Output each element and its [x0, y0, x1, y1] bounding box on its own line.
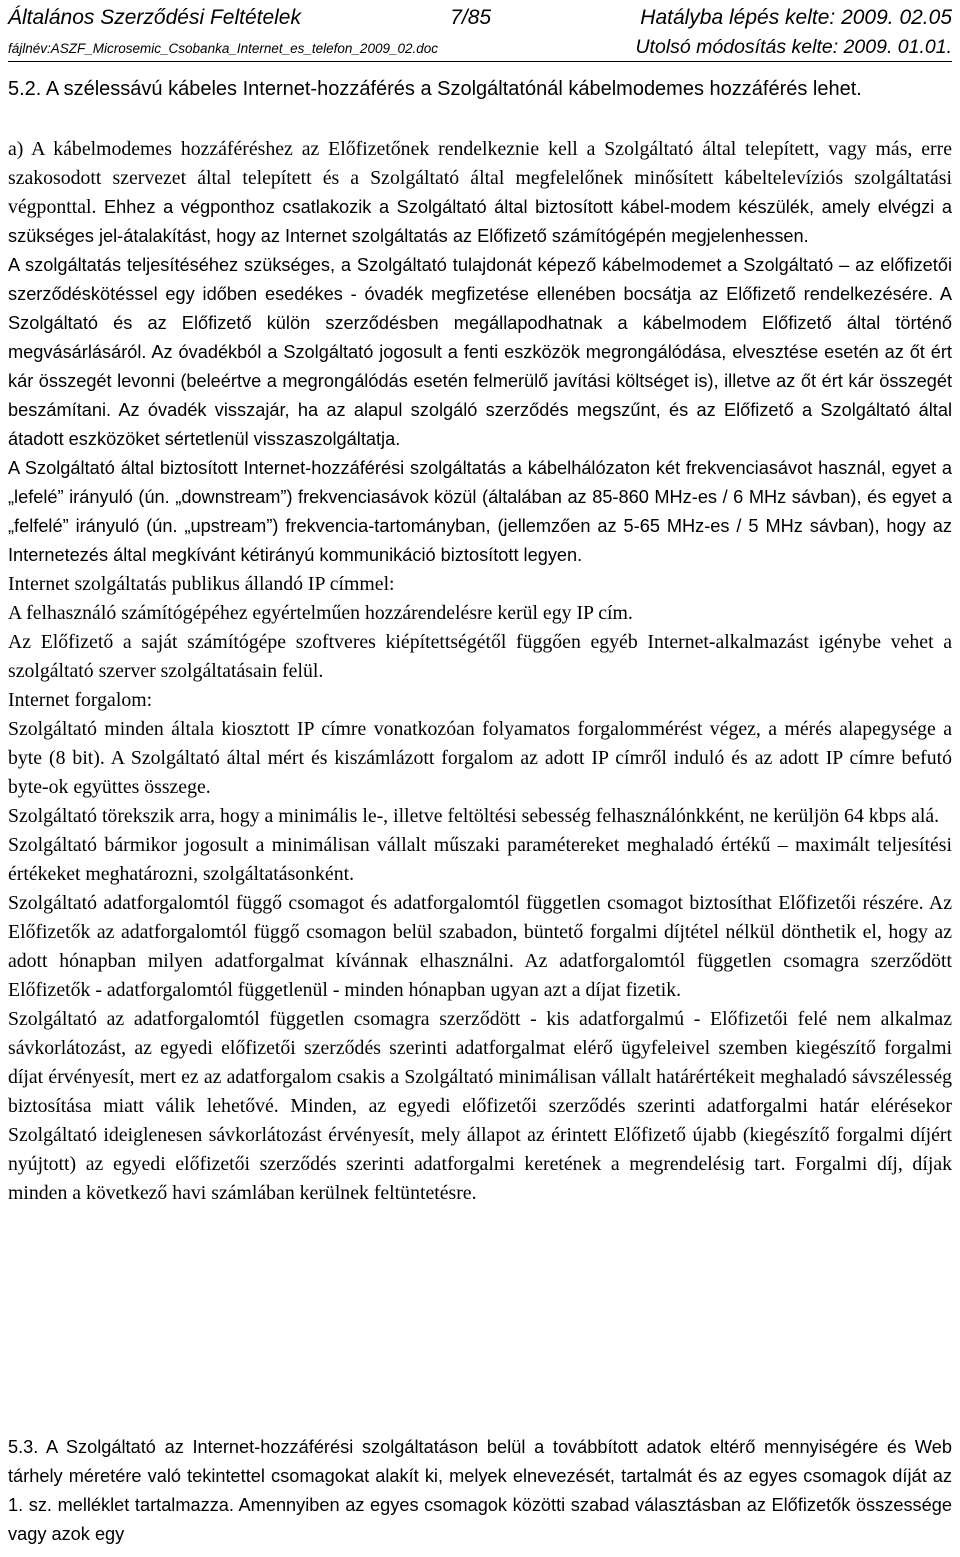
section-5-3-text: 5.3. A Szolgáltató az Internet-hozzáférési szolgáltatáson belül a továbbított adatok eltérő mennyiségére és Web tárhely méretére való tekintettel csomagokat alakít ki, melyek elnevezését, tartalmát és az egyes csomagok díját az 1. sz. melléklet tartalmazza. Amennyiben az egyes csomagok közötti szabad választásban az Előfizetők összessége vagy azok egy — [8, 1437, 952, 1544]
paragraph: Szolgáltató minden általa kiosztott IP címre vonatkozóan folyamatos forgalommérést végez, a mérés alapegysége a byte (8 bit). A Szolgáltató által mért és kiszámlázott forgalom az adott IP címről induló és az adott IP címre befutó byte-ok együttes összege. — [8, 718, 952, 798]
paragraph: Internet szolgáltatás publikus állandó IP címmel: — [8, 573, 395, 595]
paragraph-text: a) A kábelmodemes hozzáféréshez az Előfizetőnek rendelkeznie kell a Szolgáltató által telepített, vagy más, erre szakosodott szervezet által telepített és a Szolgáltató által megfelelőnek minősített kábeltelevíziós szolgáltatási végponttal. — [8, 138, 952, 218]
header-row-bottom — [8, 36, 952, 60]
paragraph: Internet forgalom: — [8, 689, 153, 711]
paragraph: A szolgáltatás teljesítéséhez szükséges, a Szolgáltató tulajdonát képező kábelmodemet a Szolgáltató – az előfizetői szerződéskötéssel egy időben esedékes - óvadék megfizetése ellenében bocsátja az Előfizető rendelkezésére. A Szolgáltató és az Előfizető külön szerződésben megállapodhatnak a kábelmodem Előfizető által történő megvásárlásáról. Az óvadékból a Szolgáltató jogosult a fenti eszközök megrongálódása, elvesztése esetén az őt ért kár összegét levonni (beleértve a megrongálódás esetén felmerülő javítási költséget is), illetve az őt ért kár összegét beszámítani. Az óvadék visszajár, ha az alapul szolgáló szerződés megszűnt, és az Előfizető a Szolgáltató által átadott eszközöket sértetlenül visszaszolgáltatja. — [8, 255, 952, 449]
section-5-2-body — [8, 135, 952, 1208]
paragraph: A felhasználó számítógépéhez egyértelműen hozzárendelésre kerül egy IP cím. — [8, 602, 633, 624]
paragraph: Az Előfizető a saját számítógépe szoftveres kiépítettségétől függően egyéb Internet-alkalmazást igénybe vehet a szolgáltató szerver szolgáltatásain felül. — [8, 631, 952, 682]
page-number: 7/85 — [450, 6, 492, 29]
file-name: fájlnév:ASZF_Microsemic_Csobanka_Internet_es_telefon_2009_02.doc — [8, 41, 439, 56]
effective-date: Hatályba lépés kelte: 2009. 02.05 — [640, 6, 952, 29]
paragraph — [8, 135, 952, 251]
paragraph: Szolgáltató adatforgalomtól függő csomagot és adatforgalomtól független csomagot biztosíthat Előfizetői részére. Az Előfizetők az adatforgalomtól függő csomagon belül szabadon, büntető forgalmi díjtétel nélkül dönthetik el, hogy az adott hónapban milyen adatforgalmat kívánnak elhasználni. Az adatforgalomtól független csomagra szerződött Előfizetők - adatforgalomtól függetlenül - minden hónapban ugyan azt a díjat fizetik. — [8, 892, 952, 1001]
last-modified-date: Utolsó módosítás kelte: 2009. 01.01. — [635, 36, 952, 58]
document-title: Általános Szerződési Feltételek — [8, 6, 301, 29]
section-5-2-heading: 5.2. A szélessávú kábeles Internet-hozzáférés a Szolgáltatónál kábelmodemes hozzáférés lehet. — [8, 78, 862, 100]
paragraph: A Szolgáltató által biztosított Internet-hozzáférési szolgáltatás a kábelhálózaton két frekvenciasávot használ, egyet a „lefelé” irányuló (ún. „downstream”) frekvenciasávok közül (általában az 85-860 MHz-es / 6 MHz sávban), és egyet a „felfelé” irányuló (ún. „upstream”) frekvencia-tartományban, (jellemzően az 5-65 MHz-es / 5 MHz sávban), hogy az Internetezés által megkívánt kétirányú kommunikáció biztosított legyen. — [8, 458, 952, 565]
paragraph: Szolgáltató bármikor jogosult a minimálisan vállalt műszaki paramétereket meghaladó értékű – maximált teljesítési értékeket meghatározni, szolgáltatásonként. — [8, 834, 952, 885]
header-divider — [8, 61, 952, 62]
header-row-top — [8, 4, 952, 32]
paragraph: Szolgáltató törekszik arra, hogy a minimális le-, illetve feltöltési sebesség felhasználónkként, ne kerüljön 64 kbps alá. — [8, 805, 940, 827]
paragraph-text: Ehhez a végponthoz csatlakozik a Szolgáltató által biztosított kábel-modem készülék, amely elvégzi a szükséges jel-átalakítást, hogy az Internet szolgáltatás az Előfizető számítógépén megjelenhessen. — [8, 197, 952, 246]
page-header — [8, 4, 952, 62]
paragraph: Szolgáltató az adatforgalomtól független csomagra szerződött - kis adatforgalmú - Előfizetői felé nem alkalmaz sávkorlátozást, az egyedi előfizetői szerződés szerinti adatforgalmat elérő ügyfeleivel szemben kiegészítő forgalmi díjat érvényesít, mert ez az adatforgalom csakis a Szolgáltató minimálisan vállalt határértékeit meghaladó sávszélesség biztosítása miatt válik lehetővé. Minden, az egyedi előfizetői szerződés szerinti adatforgalmi határ elérésekor Szolgáltató ideiglenesen sávkorlátozást érvényesít, mely állapot az érintett Előfizető újabb (kiegészítő forgalmi díjért nyújtott) az egyedi előfizetői szerződés szerinti adatforgalmi keretének a megrendelésig tart. Forgalmi díj, díjak minden a következő havi számlában kerülnek feltüntetésre. — [8, 1008, 952, 1204]
